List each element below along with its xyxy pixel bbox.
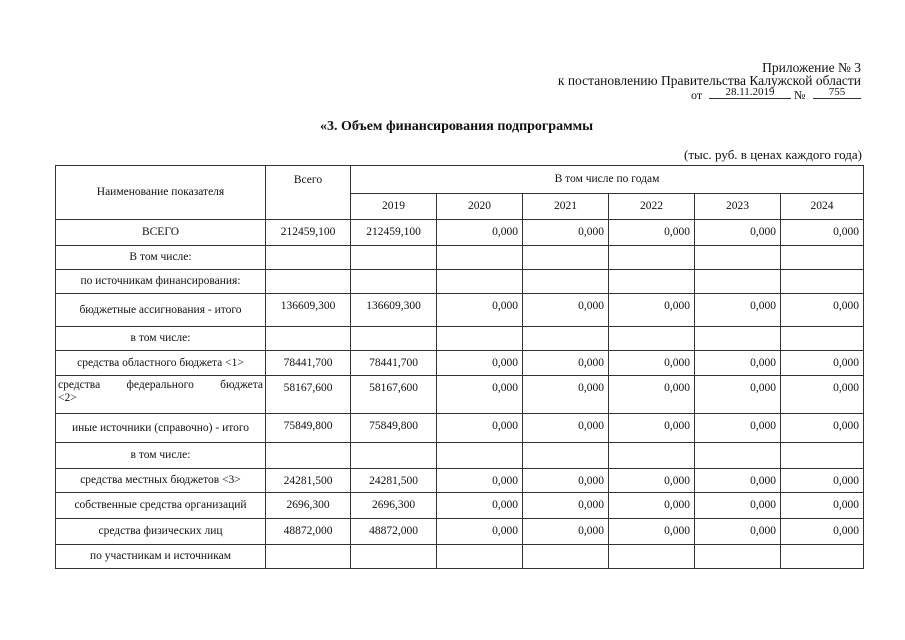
table-row — [56, 519, 864, 545]
cell-year-value: 0,000 — [781, 220, 864, 246]
header-year: 2019 — [351, 194, 437, 220]
row-label: в том числе: — [56, 327, 266, 351]
cell-year-value: 0,000 — [609, 376, 695, 414]
cell-year-value: 0,000 — [781, 376, 864, 414]
header-year: 2020 — [437, 194, 523, 220]
cell-year-value — [523, 443, 609, 469]
table-row — [56, 545, 864, 569]
cell-year-value: 78441,700 — [351, 351, 437, 376]
row-label: средства областного бюджета <1> — [56, 351, 266, 376]
cell-year-value — [609, 270, 695, 294]
cell-year-value — [609, 443, 695, 469]
cell-year-value: 0,000 — [695, 519, 781, 545]
cell-year-value: 0,000 — [695, 376, 781, 414]
cell-year-value: 0,000 — [437, 294, 523, 327]
cell-total: 212459,100 — [266, 220, 351, 246]
cell-year-value: 0,000 — [695, 493, 781, 519]
cell-year-value — [351, 545, 437, 569]
cell-year-value: 0,000 — [695, 351, 781, 376]
cell-year-value — [437, 327, 523, 351]
cell-year-value — [437, 246, 523, 270]
table-row — [56, 327, 864, 351]
row-label: собственные средства организаций — [56, 493, 266, 519]
cell-year-value: 0,000 — [695, 294, 781, 327]
cell-year-value — [695, 545, 781, 569]
cell-year-value: 0,000 — [695, 469, 781, 493]
cell-year-value: 0,000 — [437, 414, 523, 443]
table-row — [56, 294, 864, 327]
cell-total: 2696,300 — [266, 493, 351, 519]
cell-year-value — [523, 327, 609, 351]
cell-year-value — [695, 443, 781, 469]
cell-year-value — [437, 443, 523, 469]
header-name: Наименование показателя — [56, 166, 266, 220]
cell-year-value: 0,000 — [437, 519, 523, 545]
cell-year-value: 0,000 — [781, 414, 864, 443]
cell-total: 78441,700 — [266, 351, 351, 376]
table-row — [56, 351, 864, 376]
cell-year-value: 0,000 — [781, 351, 864, 376]
cell-total — [266, 246, 351, 270]
cell-year-value — [781, 327, 864, 351]
cell-year-value: 212459,100 — [351, 220, 437, 246]
cell-year-value: 0,000 — [781, 493, 864, 519]
row-label: по источникам финансирования: — [56, 270, 266, 294]
header-year: 2022 — [609, 194, 695, 220]
cell-year-value: 0,000 — [609, 414, 695, 443]
row-label: бюджетные ассигнования - итого — [56, 294, 266, 327]
cell-year-value — [437, 270, 523, 294]
row-label: ВСЕГО — [56, 220, 266, 246]
cell-total — [266, 270, 351, 294]
cell-year-value: 0,000 — [609, 220, 695, 246]
header-year: 2021 — [523, 194, 609, 220]
table-row — [56, 246, 864, 270]
cell-year-value — [351, 327, 437, 351]
table-row — [56, 469, 864, 493]
cell-year-value — [695, 327, 781, 351]
cell-year-value: 2696,300 — [351, 493, 437, 519]
cell-year-value — [609, 545, 695, 569]
cell-year-value: 0,000 — [609, 469, 695, 493]
cell-year-value: 48872,000 — [351, 519, 437, 545]
row-label-line: средства федерального бюджета — [58, 379, 263, 391]
cell-year-value: 24281,500 — [351, 469, 437, 493]
cell-year-value — [781, 443, 864, 469]
cell-year-value — [609, 246, 695, 270]
header-year: 2024 — [781, 194, 864, 220]
row-label-line: <2> — [58, 392, 77, 404]
cell-year-value — [523, 246, 609, 270]
table-row — [56, 493, 864, 519]
table-row — [56, 220, 864, 246]
cell-year-value: 0,000 — [523, 469, 609, 493]
cell-year-value — [695, 270, 781, 294]
table-row — [56, 270, 864, 294]
row-label: иные источники (справочно) - итого — [56, 414, 266, 443]
date-prefix: от — [691, 88, 703, 102]
cell-year-value — [523, 545, 609, 569]
header-total: Всего — [266, 166, 351, 220]
cell-year-value: 0,000 — [437, 351, 523, 376]
cell-year-value: 0,000 — [437, 493, 523, 519]
cell-year-value — [351, 443, 437, 469]
cell-year-value — [609, 327, 695, 351]
cell-total: 48872,000 — [266, 519, 351, 545]
cell-year-value: 136609,300 — [351, 294, 437, 327]
cell-year-value: 0,000 — [695, 220, 781, 246]
cell-year-value: 0,000 — [523, 294, 609, 327]
cell-year-value: 0,000 — [523, 376, 609, 414]
resolution-date-number — [691, 86, 861, 100]
cell-total — [266, 443, 351, 469]
cell-year-value — [351, 270, 437, 294]
financing-table — [55, 165, 864, 569]
cell-year-value: 0,000 — [437, 220, 523, 246]
cell-year-value: 58167,600 — [351, 376, 437, 414]
cell-year-value: 0,000 — [609, 493, 695, 519]
cell-year-value: 0,000 — [523, 351, 609, 376]
cell-year-value: 0,000 — [437, 376, 523, 414]
row-label: по участникам и источникам — [56, 545, 266, 569]
row-label: средства физических лиц — [56, 519, 266, 545]
cell-year-value: 0,000 — [781, 294, 864, 327]
cell-year-value — [695, 246, 781, 270]
cell-year-value: 0,000 — [781, 519, 864, 545]
appendix-resolution-ref: к постановлению Правительства Калужской области — [557, 73, 861, 88]
cell-total — [266, 545, 351, 569]
row-label: средства местных бюджетов <3> — [56, 469, 266, 493]
units-note: (тыс. руб. в ценах каждого года) — [684, 147, 862, 162]
cell-year-value — [523, 270, 609, 294]
cell-year-value — [781, 545, 864, 569]
number-sign: № — [794, 88, 806, 102]
table-row — [56, 414, 864, 443]
cell-total — [266, 327, 351, 351]
cell-year-value: 0,000 — [437, 469, 523, 493]
cell-total: 24281,500 — [266, 469, 351, 493]
row-label: в том числе: — [56, 443, 266, 469]
cell-year-value — [781, 270, 864, 294]
table-row — [56, 376, 864, 414]
cell-year-value: 0,000 — [523, 519, 609, 545]
cell-year-value: 0,000 — [609, 294, 695, 327]
section-title: «3. Объем финансирования подпрограммы — [320, 119, 594, 134]
cell-total: 75849,800 — [266, 414, 351, 443]
resolution-date: 28.11.2019 — [709, 86, 791, 99]
cell-year-value: 0,000 — [523, 414, 609, 443]
cell-year-value: 0,000 — [781, 469, 864, 493]
header-year: 2023 — [695, 194, 781, 220]
cell-year-value: 0,000 — [609, 351, 695, 376]
row-label — [56, 376, 266, 414]
header-by-years: В том числе по годам — [351, 166, 864, 194]
table-row — [56, 443, 864, 469]
cell-year-value: 0,000 — [523, 493, 609, 519]
cell-total: 58167,600 — [266, 376, 351, 414]
cell-total: 136609,300 — [266, 294, 351, 327]
cell-year-value — [781, 246, 864, 270]
cell-year-value: 0,000 — [609, 519, 695, 545]
cell-year-value: 0,000 — [523, 220, 609, 246]
resolution-number: 755 — [813, 86, 861, 99]
cell-year-value — [351, 246, 437, 270]
cell-year-value — [437, 545, 523, 569]
cell-year-value: 0,000 — [695, 414, 781, 443]
cell-year-value: 75849,800 — [351, 414, 437, 443]
appendix-number: Приложение № 3 — [762, 60, 861, 75]
row-label: В том числе: — [56, 246, 266, 270]
